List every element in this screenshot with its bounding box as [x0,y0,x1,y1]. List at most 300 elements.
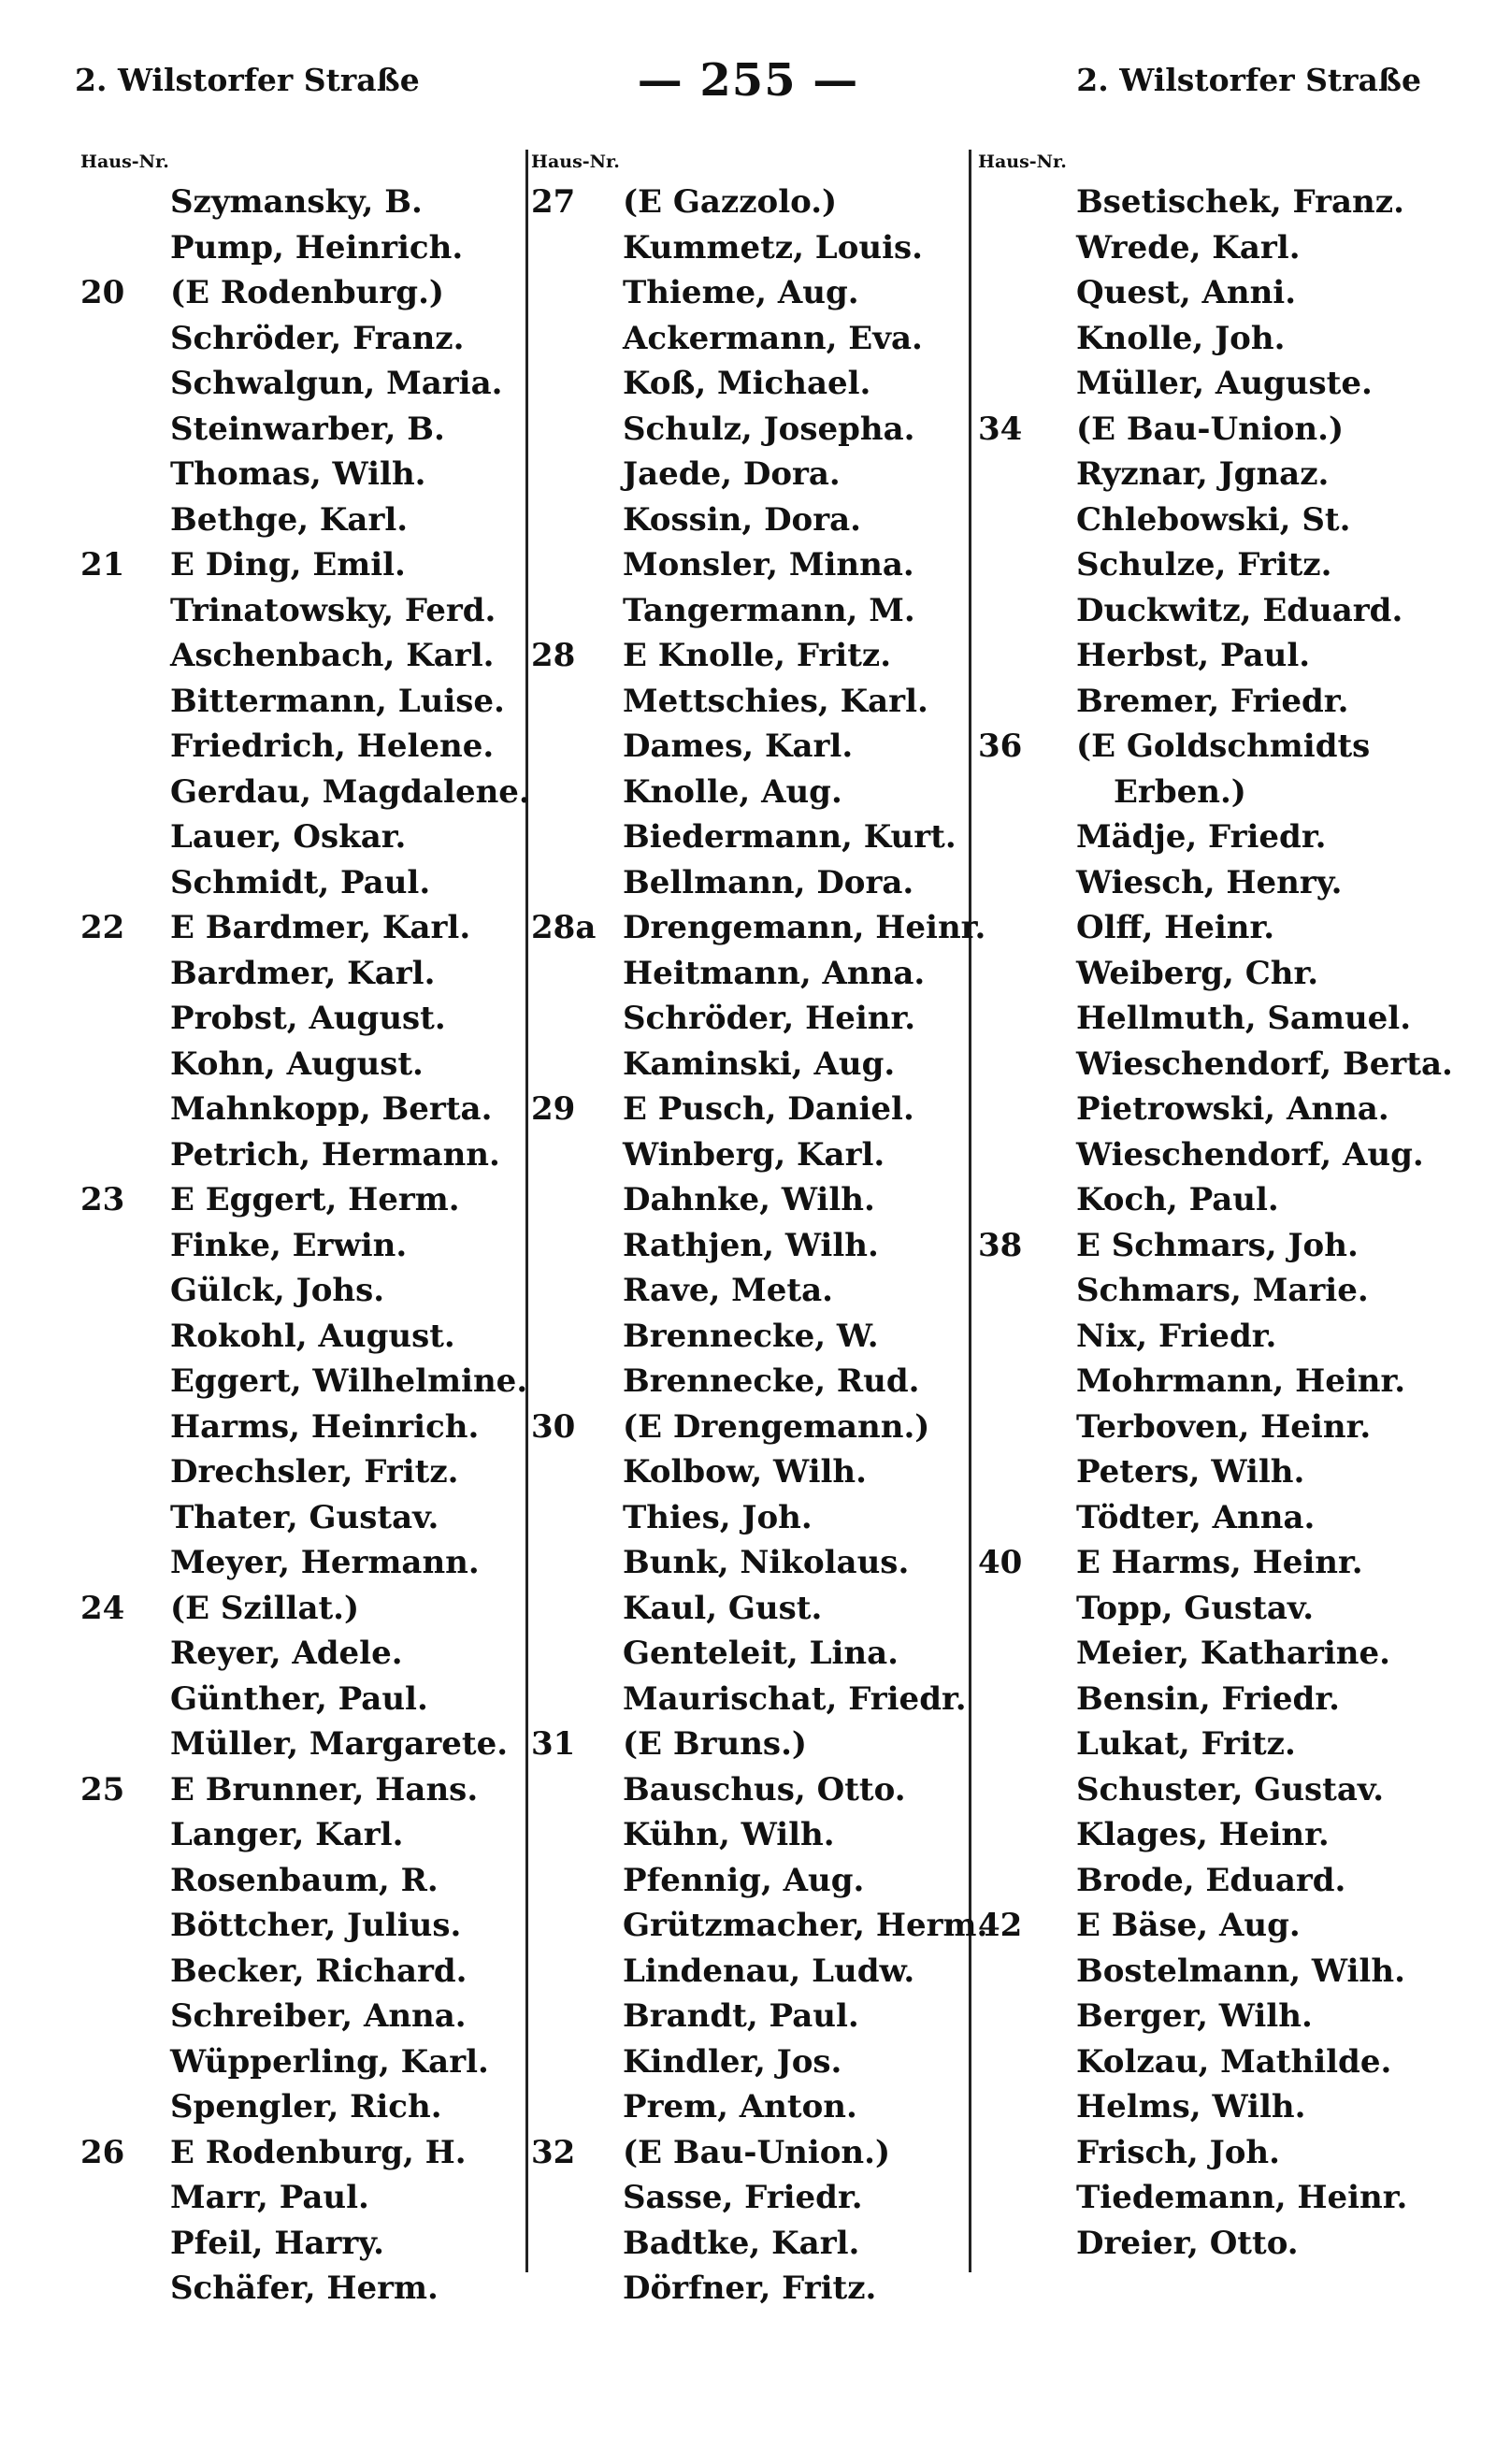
resident-name: Eggert, Wilhelmine. [170,1362,528,1400]
resident-entry [80,2175,520,2221]
resident-entry [80,1858,520,1904]
resident-entry [978,1949,1446,1995]
resident-entry [978,814,1446,860]
resident-name: Bostelmann, Wilh. [1076,1952,1405,1990]
resident-entry [531,1223,965,1269]
resident-name: Lukat, Fritz. [1076,1725,1296,1763]
resident-entry [80,2266,520,2312]
resident-entry [80,225,520,271]
resident-entry [531,407,965,453]
resident-entry [531,1405,965,1450]
resident-name: Schuster, Gustav. [1076,1770,1385,1808]
resident-entry [978,1177,1446,1223]
resident-name: Kolbow, Wilh. [623,1453,867,1491]
resident-entry [80,1495,520,1541]
resident-entry [80,724,520,770]
resident-name: Chlebowski, St. [1076,500,1351,539]
resident-entry [80,1677,520,1722]
resident-entry [531,588,965,634]
resident-name: E Schmars, Joh. [1076,1226,1359,1264]
resident-entry [978,1812,1446,1858]
resident-name: Bensin, Friedr. [1076,1679,1340,1718]
resident-name: Wiesch, Henry. [1076,863,1343,901]
resident-name: E Knolle, Fritz. [623,637,892,674]
resident-name: Günther, Paul. [170,1679,428,1718]
street-title-right: 2. Wilstorfer Straße [1076,62,1421,98]
resident-entry [80,633,520,679]
resident-name: E Eggert, Herm. [170,1181,460,1218]
resident-entry [531,1677,965,1722]
resident-name: Marr, Paul. [170,2179,369,2216]
resident-name: Kolzau, Mathilde. [1076,2042,1392,2081]
resident-name: Dörfner, Fritz. [623,2269,877,2307]
resident-name: Pietrowski, Anna. [1076,1090,1389,1128]
resident-entry [531,1540,965,1586]
resident-entry [531,1314,965,1360]
resident-name: Szymansky, B. [170,183,423,221]
resident-name: Tödter, Anna. [1076,1498,1316,1536]
resident-name: Steinwarber, B. [170,410,445,448]
resident-entry [531,633,965,679]
house-number-heading: Haus-Nr. [978,151,1067,172]
resident-entry [80,1132,520,1178]
resident-name: Herbst, Paul. [1076,637,1311,674]
resident-entry [80,1405,520,1450]
resident-entry [80,542,520,588]
resident-entry [531,679,965,725]
resident-entry [80,1767,520,1813]
resident-name: Quest, Anni. [1076,274,1297,311]
resident-entry [978,1858,1446,1904]
resident-name: Kindler, Jos. [623,2042,842,2081]
resident-name: Wieschendorf, Berta. [1076,1045,1453,1083]
resident-name: Klages, Heinr. [1076,1816,1330,1853]
resident-entry [531,1631,965,1677]
resident-entry [978,316,1446,362]
resident-entry [80,1812,520,1858]
resident-name: Koch, Paul. [1076,1181,1279,1218]
resident-entry [531,770,965,815]
resident-entry [978,633,1446,679]
resident-name: Lindenau, Ludw. [623,1952,915,1990]
resident-name: Dahnke, Wilh. [623,1181,875,1218]
resident-name: (E Bau-Union.) [1076,410,1345,448]
resident-name: Mettschies, Karl. [623,682,928,720]
house-number-heading: Haus-Nr. [531,151,620,172]
resident-entry [531,1903,988,1949]
house-number: 23 [80,1181,125,1218]
resident-name: Olff, Heinr. [1076,909,1275,946]
resident-name: Bittermann, Luise. [170,682,505,720]
resident-entry [978,2221,1446,2267]
resident-name: Reyer, Adele. [170,1635,403,1672]
resident-name: Kaminski, Aug. [623,1045,896,1083]
resident-name: Knolle, Joh. [1076,319,1286,357]
resident-entry [531,1359,965,1405]
resident-entry [80,814,520,860]
resident-entry [978,588,1446,634]
column-2 [531,151,988,2312]
resident-entry [80,1994,520,2039]
resident-entry [978,1540,1446,1586]
resident-name: Berger, Wilh. [1076,1997,1313,2035]
resident-name: Prem, Anton. [623,2088,857,2125]
house-number: 36 [978,728,1023,765]
resident-name: Rosenbaum, R. [170,1861,439,1899]
resident-entry [80,316,520,362]
resident-name: Rathjen, Wilh. [623,1226,879,1264]
house-number: 34 [978,410,1023,448]
resident-entry [531,2175,965,2221]
resident-name: E Bardmer, Karl. [170,909,471,946]
resident-name: Kossin, Dora. [623,500,862,539]
resident-entry [80,2130,520,2176]
resident-name: Brode, Eduard. [1076,1861,1346,1899]
resident-name: Friedrich, Helene. [170,728,495,765]
resident-name: Probst, August. [170,1000,446,1037]
resident-name: Kohn, August. [170,1045,424,1083]
resident-name: Böttcher, Julius. [170,1907,462,1944]
resident-name: Kühn, Wilh. [623,1816,835,1853]
resident-name: Grützmacher, Herm. [623,1907,988,1944]
resident-name: Brennecke, Rud. [623,1362,920,1400]
house-number: 20 [80,274,125,311]
resident-name: Aschenbach, Karl. [170,637,495,674]
resident-name: Schäfer, Herm. [170,2269,439,2307]
resident-name: E Bäse, Aug. [1076,1907,1301,1944]
resident-name: Jaede, Dora. [623,455,841,493]
resident-entry [978,1994,1446,2039]
resident-entry [80,1314,520,1360]
resident-entry [80,1722,520,1767]
resident-entry [531,1087,965,1132]
resident-entry [978,542,1446,588]
resident-name: Drengemann, Heinr. [623,909,986,946]
resident-entry [80,497,520,543]
house-number-heading: Haus-Nr. [80,151,169,172]
resident-entry [978,2130,1446,2176]
resident-entry [978,996,1446,1042]
resident-name: (E Rodenburg.) [170,274,445,311]
resident-entry [978,361,1446,407]
resident-name: Bethge, Karl. [170,500,409,539]
resident-name: (E Gazzolo.) [623,183,838,221]
resident-name: Lauer, Oskar. [170,818,407,856]
resident-entry [80,1268,520,1314]
resident-name: Hellmuth, Samuel. [1076,1000,1412,1037]
resident-entry [531,1495,965,1541]
house-number: 24 [80,1589,125,1627]
resident-name: Wieschendorf, Aug. [1076,1135,1424,1174]
resident-name: E Brunner, Hans. [170,1770,479,1808]
resident-name: Kummetz, Louis. [623,228,923,267]
resident-entry [80,1449,520,1495]
resident-entry [80,180,520,225]
resident-name: Meyer, Hermann. [170,1544,480,1581]
resident-entry [80,2221,520,2267]
resident-name: Ryznar, Jgnaz. [1076,455,1330,493]
house-number: 31 [531,1725,576,1763]
resident-entry [978,1359,1446,1405]
resident-name: Bardmer, Karl. [170,954,436,992]
resident-entry [978,1722,1446,1767]
resident-name: (E Bruns.) [623,1725,807,1763]
resident-name: (E Bau-Union.) [623,2133,891,2171]
page-number: — 255 — [637,54,859,107]
resident-name: Rokohl, August. [170,1317,455,1355]
resident-name: Pfeil, Harry. [170,2224,385,2262]
resident-entry [978,497,1446,543]
resident-name: Genteleit, Lina. [623,1635,899,1672]
house-number: 40 [978,1544,1023,1581]
resident-name: Langer, Karl. [170,1816,404,1853]
resident-entry [978,1268,1446,1314]
resident-entry [80,1903,520,1949]
resident-entry [978,2175,1446,2221]
resident-name: Brennecke, W. [623,1317,879,1355]
resident-name: Schulze, Fritz. [1076,546,1332,584]
resident-name: Bsetischek, Franz. [1076,183,1404,221]
column-divider [969,150,971,2272]
resident-entry [80,996,520,1042]
resident-entry [80,1949,520,1995]
resident-entry [978,1087,1446,1132]
house-number: 22 [80,909,125,946]
resident-entry [978,1223,1446,1269]
resident-entry [531,225,965,271]
resident-entry [978,679,1446,725]
resident-entry [80,1359,528,1405]
resident-entry [978,860,1446,906]
resident-name: Bauschus, Otto. [623,1770,906,1808]
resident-name: Dames, Karl. [623,728,854,765]
resident-name: Drechsler, Fritz. [170,1453,459,1491]
resident-name: Tangermann, M. [623,591,915,629]
resident-name: Schmars, Marie. [1076,1272,1369,1309]
resident-name: Pump, Heinrich. [170,228,464,267]
resident-entry [978,2084,1446,2130]
house-number: 21 [80,546,125,584]
resident-entry [531,1949,965,1995]
resident-name: Peters, Wilh. [1076,1453,1305,1491]
resident-name: Schulz, Josepha. [623,410,915,448]
resident-entry [80,1177,520,1223]
resident-entry [978,951,1446,997]
resident-name: Frisch, Joh. [1076,2133,1280,2171]
resident-name: Mohrmann, Heinr. [1076,1362,1406,1400]
resident-entry [978,905,1446,951]
resident-name: Bremer, Friedr. [1076,682,1349,720]
resident-entry [978,1405,1446,1450]
resident-entry [80,2039,520,2085]
resident-entry [978,1132,1446,1178]
street-title-left: 2. Wilstorfer Straße [75,62,420,98]
resident-name: Helms, Wilh. [1076,2088,1306,2125]
resident-entry [531,270,965,316]
resident-entry [978,1767,1446,1813]
resident-entry [978,770,1446,815]
house-number: 32 [531,2133,576,2171]
resident-entry [978,724,1446,770]
resident-name: Trinatowsky, Ferd. [170,591,496,629]
resident-name: Sasse, Friedr. [623,2179,863,2216]
resident-entry [531,2221,965,2267]
resident-entry [80,1042,520,1088]
resident-name: Terboven, Heinr. [1076,1407,1372,1446]
resident-entry [80,770,530,815]
resident-entry [531,1858,965,1904]
resident-name: Brandt, Paul. [623,1997,859,2035]
resident-entry [978,1586,1446,1632]
resident-name: (E Drengemann.) [623,1407,930,1446]
resident-name: Rave, Meta. [623,1272,833,1309]
resident-name: Thieme, Aug. [623,274,859,311]
house-number: 28 [531,637,576,674]
resident-entry [531,542,965,588]
resident-entry [80,1087,520,1132]
resident-entry [978,1631,1446,1677]
resident-entry [80,1223,520,1269]
resident-name: Schröder, Heinr. [623,1000,916,1037]
resident-entry [80,588,520,634]
resident-name: Meier, Katharine. [1076,1635,1390,1672]
resident-name: Harms, Heinrich. [170,1407,480,1446]
resident-entry [978,1314,1446,1360]
resident-name: Müller, Auguste. [1076,365,1373,402]
resident-name: Duckwitz, Eduard. [1076,591,1403,629]
resident-entry [978,1042,1453,1088]
house-number: 28a [531,909,597,946]
column-1 [80,151,530,2312]
resident-entry [978,225,1446,271]
resident-name: Thies, Joh. [623,1498,813,1536]
resident-name: Koß, Michael. [623,365,871,402]
resident-name: E Rodenburg, H. [170,2133,467,2171]
resident-entry [80,679,520,725]
resident-entry [531,452,965,497]
resident-name: Biedermann, Kurt. [623,818,957,856]
resident-entry [978,270,1446,316]
resident-entry [80,951,520,997]
resident-name: Badtke, Karl. [623,2224,860,2262]
resident-name: Mahnkopp, Berta. [170,1090,493,1128]
resident-name: Bunk, Nikolaus. [623,1544,910,1581]
resident-entry [531,2084,965,2130]
resident-name: Monsler, Minna. [623,546,914,584]
resident-entry [978,1677,1446,1722]
resident-entry [531,1449,965,1495]
resident-name: Nix, Friedr. [1076,1317,1277,1355]
resident-name: Wrede, Karl. [1076,228,1301,267]
resident-name: E Pusch, Daniel. [623,1090,914,1128]
resident-entry [531,905,986,951]
resident-entry [978,2039,1446,2085]
resident-name: Gülck, Johs. [170,1272,385,1309]
resident-entry [531,361,965,407]
house-number: 27 [531,183,576,221]
resident-name: (E Goldschmidts [1076,728,1371,765]
resident-name: Thomas, Wilh. [170,455,426,493]
resident-entry [80,1586,520,1632]
resident-entry [978,452,1446,497]
resident-entry [531,1994,965,2039]
resident-name: Petrich, Hermann. [170,1135,500,1174]
resident-name: Erben.) [1114,772,1246,811]
resident-name: E Ding, Emil. [170,546,406,584]
resident-entry [531,316,965,362]
resident-entry [978,1449,1446,1495]
resident-entry [531,1767,965,1813]
column-divider [525,150,528,2272]
resident-entry [80,270,520,316]
resident-name: Spengler, Rich. [170,2088,442,2125]
resident-name: Becker, Richard. [170,1952,468,1990]
resident-name: Schröder, Franz. [170,319,465,357]
resident-entry [531,1722,965,1767]
resident-name: Müller, Margarete. [170,1725,509,1763]
resident-entry [978,407,1446,453]
column-3 [978,151,1453,2266]
resident-name: Weiberg, Chr. [1076,954,1319,992]
resident-name: Schreiber, Anna. [170,1997,467,2035]
resident-entry [531,860,965,906]
resident-name: Pfennig, Aug. [623,1861,865,1899]
resident-name: Tiedemann, Heinr. [1076,2179,1408,2216]
resident-name: Schwalgun, Maria. [170,365,503,402]
house-number: 42 [978,1907,1023,1944]
resident-name: Mädje, Friedr. [1076,818,1327,856]
house-number: 30 [531,1407,576,1446]
resident-entry [978,1903,1446,1949]
resident-entry [531,2130,965,2176]
resident-name: Heitmann, Anna. [623,954,926,992]
resident-entry [531,951,965,997]
resident-entry [80,905,520,951]
resident-entry [531,1132,965,1178]
house-number: 25 [80,1770,125,1808]
resident-entry [531,1586,965,1632]
resident-entry [80,361,520,407]
resident-entry [531,2266,965,2312]
resident-name: Wüpperling, Karl. [170,2042,489,2081]
resident-name: Topp, Gustav. [1076,1589,1315,1627]
resident-entry [978,180,1446,225]
resident-entry [531,1042,965,1088]
resident-entry [531,996,965,1042]
resident-name: Kaul, Gust. [623,1589,823,1627]
resident-name: Ackermann, Eva. [623,319,923,357]
resident-entry [80,407,520,453]
resident-name: (E Szillat.) [170,1589,360,1627]
resident-entry [80,860,520,906]
resident-name: Thater, Gustav. [170,1498,439,1536]
resident-entry [80,452,520,497]
resident-name: Maurischat, Friedr. [623,1679,967,1718]
resident-entry [531,1177,965,1223]
resident-name: Knolle, Aug. [623,772,842,811]
resident-entry [978,1495,1446,1541]
resident-entry [531,180,965,225]
resident-entry [531,814,965,860]
resident-name: Finke, Erwin. [170,1226,408,1264]
resident-entry [80,2084,520,2130]
resident-name: Winberg, Karl. [623,1135,885,1174]
resident-name: Schmidt, Paul. [170,863,431,901]
page-header [75,54,1421,127]
resident-name: Dreier, Otto. [1076,2224,1299,2262]
resident-entry [531,1268,965,1314]
resident-entry [80,1631,520,1677]
